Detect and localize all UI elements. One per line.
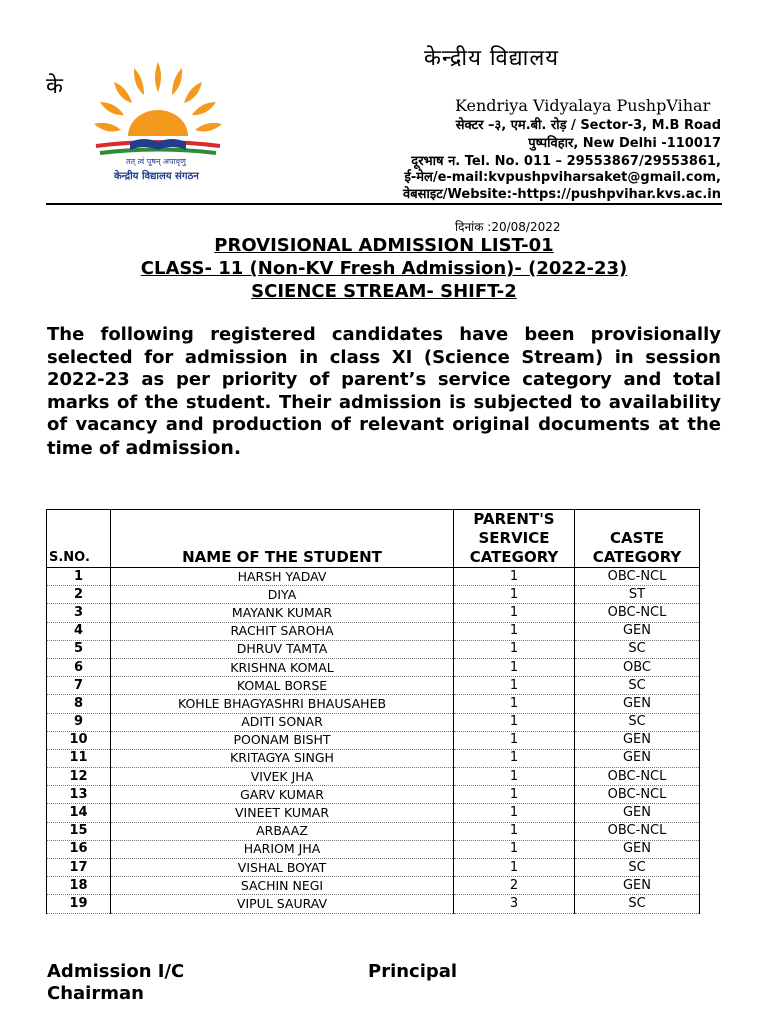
- header-service-line-3: CATEGORY: [469, 548, 559, 566]
- row-sno: 17: [47, 859, 111, 877]
- row-service-category: 1: [454, 640, 575, 658]
- row-caste-category: ST: [575, 586, 700, 604]
- title-line-2: CLASS- 11 (Non-KV Fresh Admission)- (2022-23): [140, 258, 628, 279]
- intro-paragraph-body: The following registered candidates have been provisionally selected for admission in class XI (Science Stream) in session 2022-23 as per priority of parent’s service category and total marks of the student. Their admission is subjected to availability of vacancy and production of relevant original documents at the time of: [47, 324, 721, 459]
- row-sno: 7: [47, 677, 111, 695]
- logo-caption: केन्द्रीय विद्यालय संगठन: [114, 171, 199, 182]
- row-student-name: VIVEK JHA: [111, 768, 454, 786]
- row-student-name: GARV KUMAR: [111, 786, 454, 804]
- header-caste-line-1: CASTE: [610, 529, 664, 547]
- row-student-name: DHRUV TAMTA: [111, 640, 454, 658]
- intro-paragraph: [47, 324, 721, 460]
- table-row: [47, 859, 700, 877]
- school-name: Kendriya Vidyalaya PushpVihar: [455, 96, 711, 115]
- row-service-category: 1: [454, 604, 575, 622]
- row-service-category: 1: [454, 586, 575, 604]
- row-student-name: KRISHNA KOMAL: [111, 658, 454, 676]
- header-service-line-2: SERVICE: [478, 529, 550, 547]
- row-caste-category: GEN: [575, 804, 700, 822]
- table-row: [47, 695, 700, 713]
- row-sno: 18: [47, 877, 111, 895]
- row-service-category: 1: [454, 840, 575, 858]
- address-line-5: वेबसाइट/Website:-https://pushpvihar.kvs.ac.in: [403, 187, 721, 202]
- table-row: [47, 840, 700, 858]
- address-line-3: दूरभाष न. Tel. No. 011 – 29553867/29553861,: [411, 154, 721, 169]
- row-service-category: 1: [454, 822, 575, 840]
- row-student-name: MAYANK KUMAR: [111, 604, 454, 622]
- address-line-1: सेक्टर –३, एम.बी. रोड़ / Sector-3, M.B Road: [455, 118, 721, 133]
- row-student-name: KOMAL BORSE: [111, 677, 454, 695]
- row-student-name: DIYA: [111, 586, 454, 604]
- row-student-name: ADITI SONAR: [111, 713, 454, 731]
- table-row: [47, 677, 700, 695]
- row-sno: 19: [47, 895, 111, 913]
- table-row: [47, 586, 700, 604]
- header-divider: [46, 203, 722, 205]
- row-service-category: 1: [454, 695, 575, 713]
- table-row: [47, 895, 700, 913]
- table-row: [47, 768, 700, 786]
- row-service-category: 1: [454, 859, 575, 877]
- row-sno: 4: [47, 622, 111, 640]
- row-caste-category: SC: [575, 713, 700, 731]
- title-line-1: PROVISIONAL ADMISSION LIST-01: [214, 235, 554, 256]
- signature-left-line-2: Chairman: [47, 983, 144, 1004]
- table-row: [47, 804, 700, 822]
- row-sno: 11: [47, 749, 111, 767]
- row-service-category: 1: [454, 786, 575, 804]
- row-sno: 10: [47, 731, 111, 749]
- signature-left-line-1: Admission I/C: [47, 961, 185, 982]
- row-service-category: 3: [454, 895, 575, 913]
- row-caste-category: GEN: [575, 622, 700, 640]
- row-student-name: SACHIN NEGI: [111, 877, 454, 895]
- row-service-category: 1: [454, 713, 575, 731]
- row-caste-category: SC: [575, 859, 700, 877]
- date-label: दिनांक :: [455, 220, 492, 234]
- row-caste-category: OBC-NCL: [575, 768, 700, 786]
- row-caste-category: SC: [575, 895, 700, 913]
- title-line-3: SCIENCE STREAM- SHIFT-2: [251, 281, 517, 302]
- row-service-category: 1: [454, 568, 575, 586]
- row-caste-category: GEN: [575, 695, 700, 713]
- address-line-4: ई-मेल/e-mail:kvpushpviharsaket@gmail.com,: [404, 170, 721, 185]
- kvs-logo: [78, 58, 238, 183]
- row-sno: 8: [47, 695, 111, 713]
- row-caste-category: GEN: [575, 840, 700, 858]
- row-caste-category: OBC-NCL: [575, 786, 700, 804]
- row-sno: 3: [47, 604, 111, 622]
- row-service-category: 2: [454, 877, 575, 895]
- row-sno: 13: [47, 786, 111, 804]
- signature-principal: Principal: [368, 961, 458, 982]
- row-student-name: HARSH YADAV: [111, 568, 454, 586]
- intro-paragraph-last-word: admission.: [125, 436, 242, 459]
- row-student-name: POONAM BISHT: [111, 731, 454, 749]
- row-service-category: 1: [454, 622, 575, 640]
- table-row: [47, 568, 700, 586]
- table-row: [47, 786, 700, 804]
- table-row: [47, 822, 700, 840]
- row-caste-category: GEN: [575, 749, 700, 767]
- row-student-name: VINEET KUMAR: [111, 804, 454, 822]
- row-sno: 12: [47, 768, 111, 786]
- row-service-category: 1: [454, 749, 575, 767]
- row-caste-category: OBC-NCL: [575, 568, 700, 586]
- row-student-name: KRITAGYA SINGH: [111, 749, 454, 767]
- row-service-category: 1: [454, 731, 575, 749]
- row-student-name: VIPUL SAURAV: [111, 895, 454, 913]
- date-line: [455, 218, 561, 235]
- row-sno: 6: [47, 658, 111, 676]
- table-row: [47, 658, 700, 676]
- table-row: [47, 877, 700, 895]
- table-row: [47, 713, 700, 731]
- row-sno: 9: [47, 713, 111, 731]
- header-left-fragment: के: [46, 74, 63, 99]
- table-row: [47, 731, 700, 749]
- row-sno: 5: [47, 640, 111, 658]
- row-caste-category: GEN: [575, 877, 700, 895]
- row-sno: 2: [47, 586, 111, 604]
- row-service-category: 1: [454, 658, 575, 676]
- row-student-name: VISHAL BOYAT: [111, 859, 454, 877]
- header-name: NAME OF THE STUDENT: [111, 510, 454, 568]
- row-caste-category: OBC-NCL: [575, 604, 700, 622]
- row-student-name: HARIOM JHA: [111, 840, 454, 858]
- row-service-category: 1: [454, 768, 575, 786]
- table-row: [47, 640, 700, 658]
- row-sno: 1: [47, 568, 111, 586]
- logo-tagline: तत् त्वं पूषन् अपावृणु: [126, 157, 186, 166]
- admission-table: [46, 509, 700, 914]
- table-header-row: [47, 510, 700, 568]
- row-sno: 15: [47, 822, 111, 840]
- row-service-category: 1: [454, 677, 575, 695]
- signature-admission-ic: [47, 961, 184, 1005]
- header-service-category: [454, 510, 575, 568]
- row-sno: 16: [47, 840, 111, 858]
- date-value: 20/08/2022: [491, 220, 561, 234]
- row-student-name: KOHLE BHAGYASHRI BHAUSAHEB: [111, 695, 454, 713]
- table-row: [47, 622, 700, 640]
- row-student-name: RACHIT SAROHA: [111, 622, 454, 640]
- header-caste-category: [575, 510, 700, 568]
- header-service-line-1: PARENT'S: [473, 510, 555, 528]
- address-line-2: पुष्पविहार, New Delhi -110017: [528, 136, 721, 151]
- table-row: [47, 749, 700, 767]
- row-caste-category: SC: [575, 677, 700, 695]
- table-row: [47, 604, 700, 622]
- row-service-category: 1: [454, 804, 575, 822]
- row-caste-category: OBC: [575, 658, 700, 676]
- header-sno: S.NO.: [47, 510, 111, 568]
- row-student-name: ARBAAZ: [111, 822, 454, 840]
- row-caste-category: SC: [575, 640, 700, 658]
- row-caste-category: GEN: [575, 731, 700, 749]
- row-caste-category: OBC-NCL: [575, 822, 700, 840]
- header-hindi-org: केन्द्रीय विद्यालय: [424, 46, 559, 71]
- row-sno: 14: [47, 804, 111, 822]
- header-caste-line-2: CATEGORY: [592, 548, 682, 566]
